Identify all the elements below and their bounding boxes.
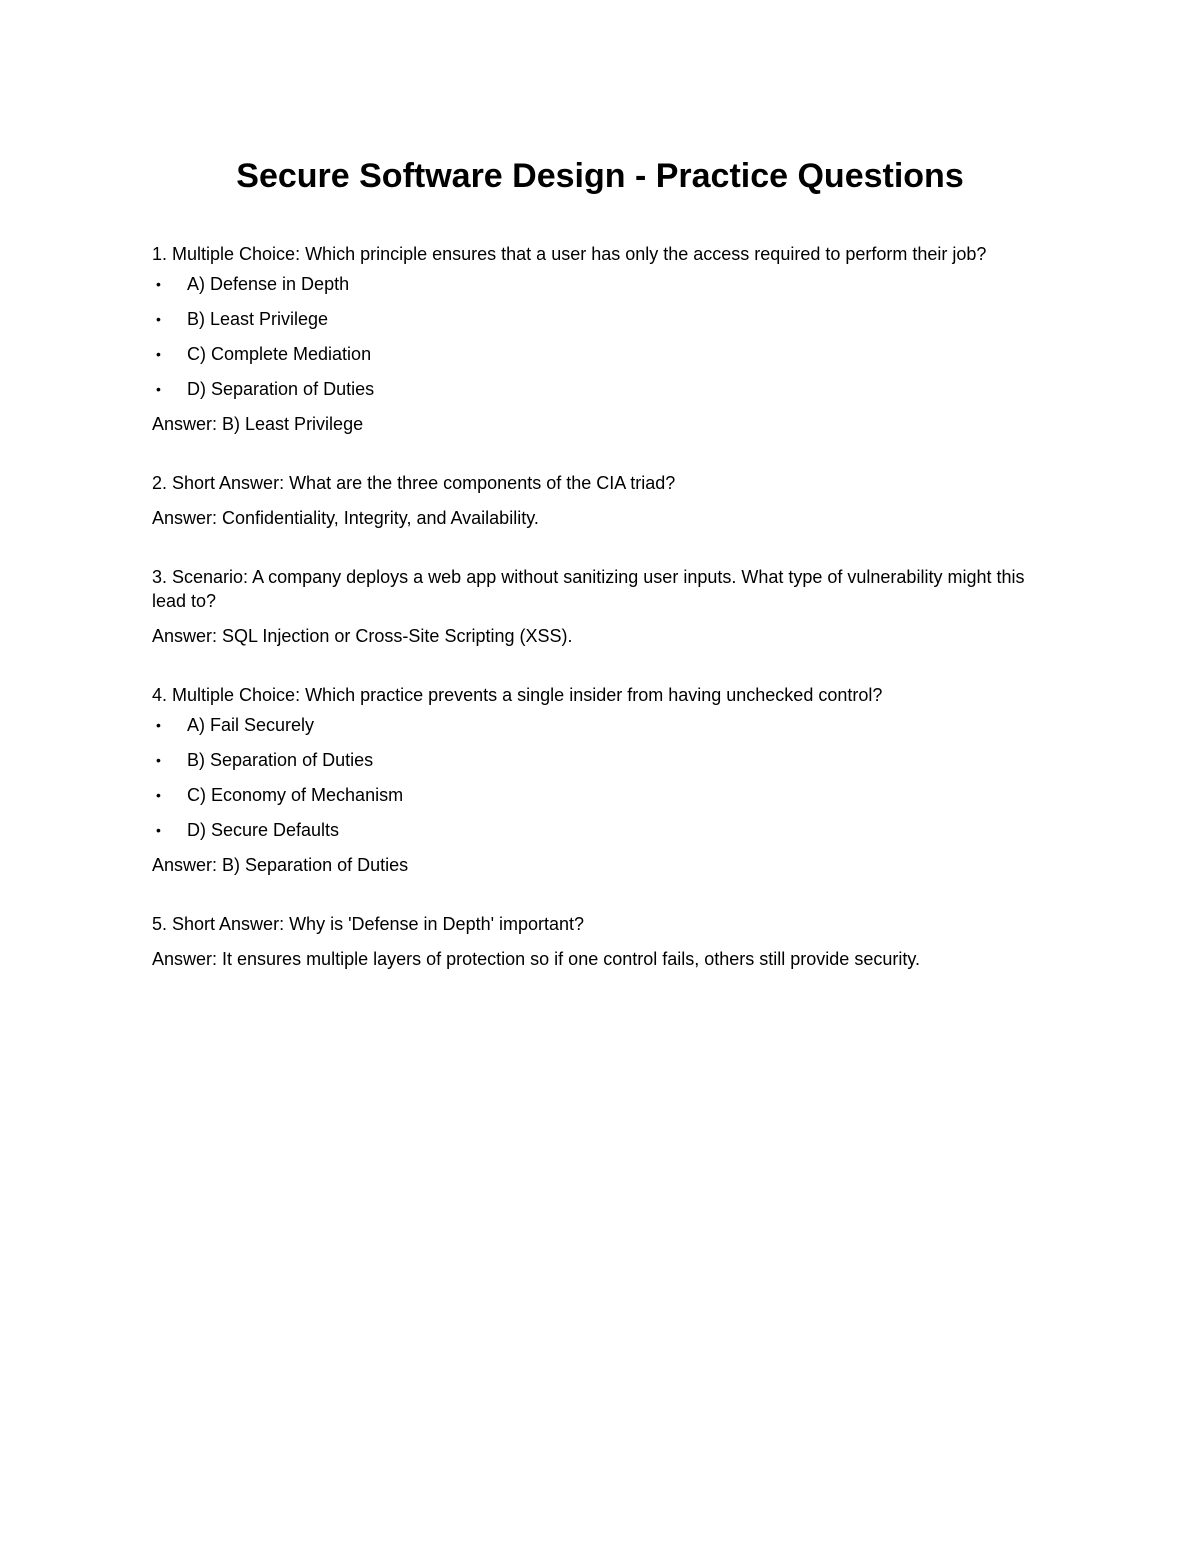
option-label: D) Separation of Duties (187, 379, 375, 399)
question-5 (152, 912, 1032, 971)
option-label: B) Least Privilege (187, 309, 329, 329)
bullet-icon: • (156, 787, 161, 803)
question-text: 2. Short Answer: What are the three components of the CIA triad? (152, 473, 676, 493)
bullet-icon: • (156, 311, 161, 327)
option-item (152, 272, 1032, 296)
option-item (152, 748, 1032, 772)
question-text: 4. Multiple Choice: Which practice prevents a single insider from having unchecked control? (152, 685, 883, 705)
question-text: 1. Multiple Choice: Which principle ensures that a user has only the access required to perform their job? (152, 244, 987, 264)
option-label: C) Economy of Mechanism (187, 785, 404, 805)
question-text: 5. Short Answer: Why is 'Defense in Depth' important? (152, 914, 585, 934)
answer-text: Answer: B) Separation of Duties (152, 855, 409, 875)
bullet-icon: • (156, 381, 161, 397)
option-label: A) Defense in Depth (187, 274, 350, 294)
bullet-icon: • (156, 752, 161, 768)
option-item (152, 377, 1032, 401)
question-text: 3. Scenario: A company deploys a web app without sanitizing user inputs. What type of vulnerability might this lead to? (152, 567, 1025, 611)
bullet-icon: • (156, 346, 161, 362)
option-item (152, 818, 1032, 842)
option-item (152, 713, 1032, 737)
option-label: D) Secure Defaults (187, 820, 340, 840)
options-list (152, 272, 1032, 401)
bullet-icon: • (156, 717, 161, 733)
bullet-icon: • (156, 822, 161, 838)
answer-text: Answer: Confidentiality, Integrity, and Availability. (152, 508, 539, 528)
option-item (152, 307, 1032, 331)
question-2 (152, 471, 1032, 530)
answer-text: Answer: It ensures multiple layers of protection so if one control fails, others still provide security. (152, 949, 920, 969)
option-item (152, 783, 1032, 807)
option-item (152, 342, 1032, 366)
option-label: A) Fail Securely (187, 715, 315, 735)
question-1 (152, 242, 1032, 436)
bullet-icon: • (156, 276, 161, 292)
answer-text: Answer: B) Least Privilege (152, 414, 364, 434)
option-label: C) Complete Mediation (187, 344, 372, 364)
option-label: B) Separation of Duties (187, 750, 374, 770)
answer-text: Answer: SQL Injection or Cross-Site Scripting (XSS). (152, 626, 573, 646)
options-list (152, 713, 1032, 842)
question-3 (152, 565, 1032, 648)
document-title: Secure Software Design - Practice Questions (236, 157, 964, 195)
document-page (152, 150, 1032, 971)
question-4 (152, 683, 1032, 877)
